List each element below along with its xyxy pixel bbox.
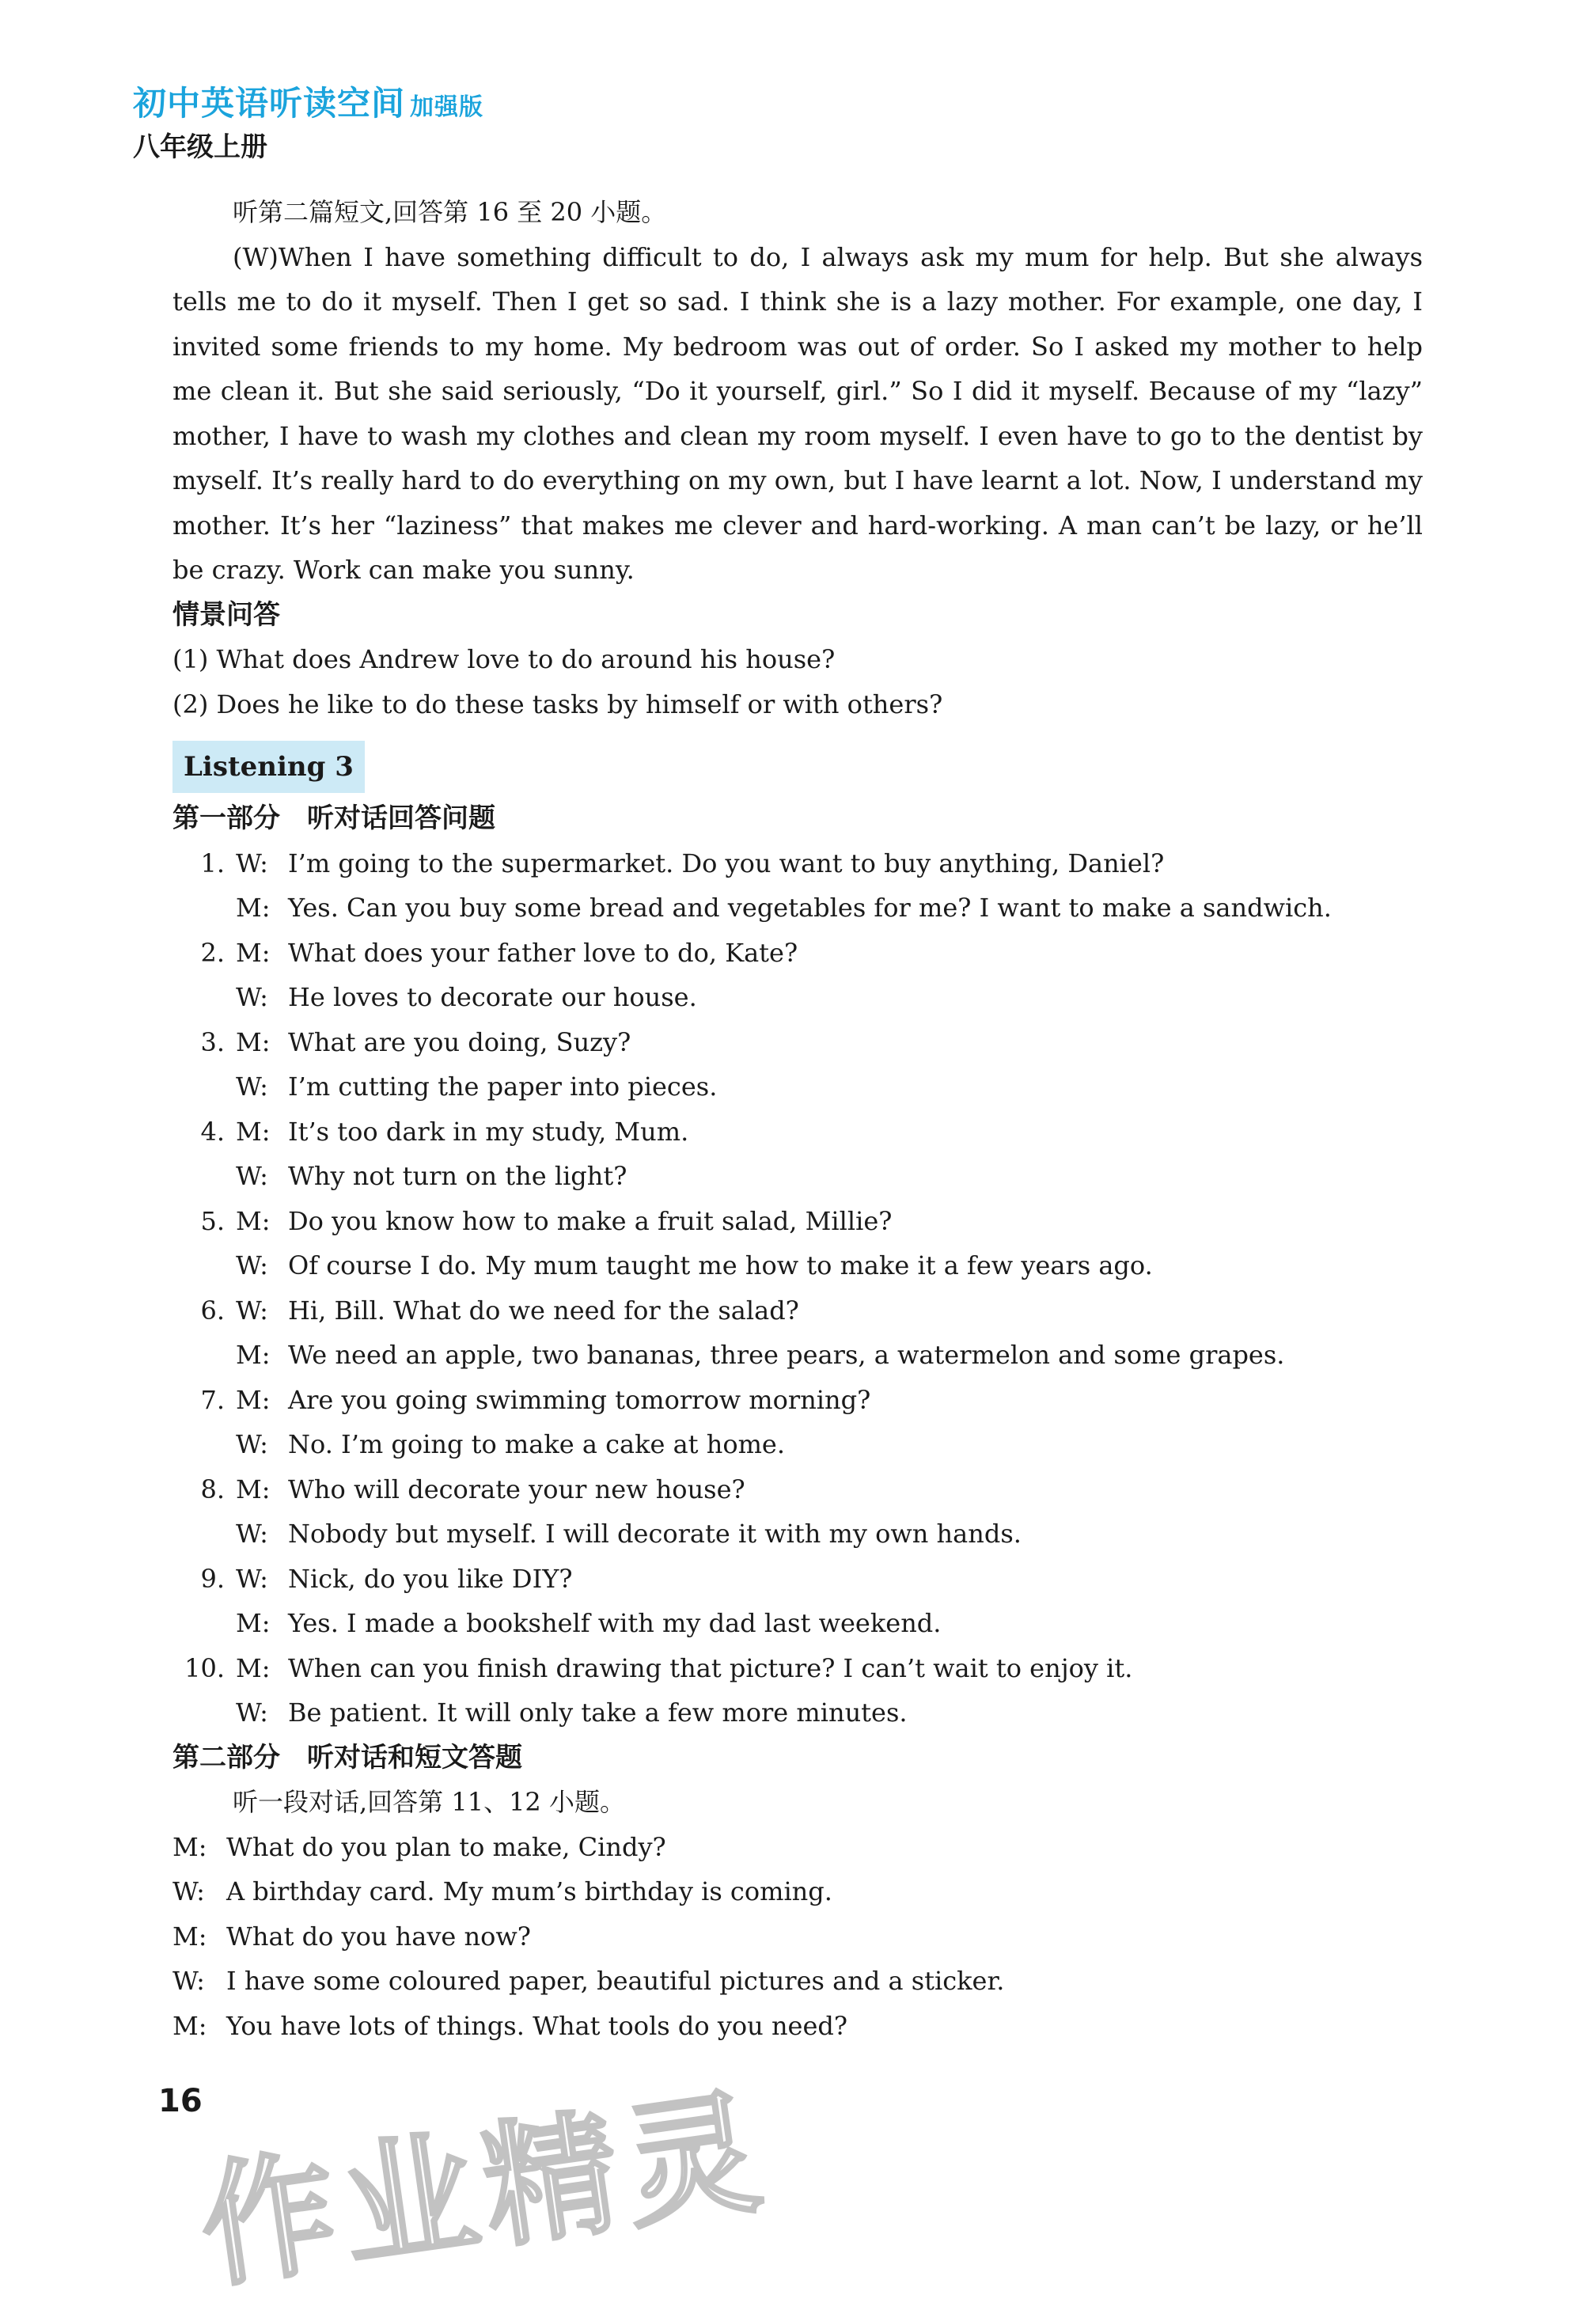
speaker-label: W:	[236, 1250, 268, 1280]
dialogue-text: Are you going swimming tomorrow morning?	[288, 1384, 871, 1415]
dialogue-text: When can you finish drawing that picture? I can’t wait to enjoy it.	[288, 1652, 1133, 1683]
dialogue-text: Do you know how to make a fruit salad, Millie?	[288, 1205, 893, 1236]
dialogue-line-a	[172, 931, 1423, 976]
dialogue-line-b	[172, 975, 1423, 1020]
conversation-line	[172, 1869, 1423, 1914]
dialogue-number: 1.	[200, 848, 225, 878]
speaker-label: M:	[236, 1384, 271, 1415]
dialogue-text: Be patient. It will only take a few more minutes.	[288, 1698, 908, 1728]
dialogue-line-b	[172, 1690, 1423, 1736]
speaker-label: M:	[236, 893, 271, 923]
speaker-label: W:	[236, 1519, 268, 1549]
passage2-text: (W)When I have something difficult to do, I always ask my mum for help. But she always tells me to do it myself. Then I get so sad. I think she is a lazy mother. For example, one day, I invited some friends to my home. My bedroom was out of order. So I asked my mother to help me clean it. But she said seriously, “Do it yourself, girl.” So I did it myself. Because of my “lazy” mother, I have to wash my clothes and clean my room myself. I even have to go to the dentist by myself. It’s really hard to do everything on my own, but I have learnt a lot. Now, I understand my mother. It’s her “laziness” that makes me clever and hard-working. A man can’t be lazy, or he’ll be crazy. Work can make you sunny.	[172, 241, 1423, 585]
dialogue-text: Why not turn on the light?	[288, 1161, 627, 1191]
page-number: 16	[158, 2083, 203, 2119]
dialogue-number: 4.	[200, 1116, 225, 1147]
conversation-list	[172, 1825, 1423, 2049]
dialogue-line-a	[172, 1378, 1423, 1423]
dialogue-text: We need an apple, two bananas, three pears, a watermelon and some grapes.	[288, 1340, 1285, 1370]
conversation-text: What do you have now?	[226, 1921, 531, 1952]
speaker-label: M:	[172, 2010, 207, 2041]
speaker-label: M:	[236, 1205, 271, 1236]
dialogue-text: What does your father love to do, Kate?	[288, 937, 798, 968]
dialogue-text: Nobody but myself. I will decorate it with my own hands.	[288, 1519, 1022, 1549]
conversation-text: You have lots of things. What tools do you need?	[226, 2010, 848, 2041]
dialogue-text: Hi, Bill. What do we need for the salad?	[288, 1295, 799, 1326]
speaker-label: M:	[236, 1116, 271, 1147]
dialogue-text: Yes. I made a bookshelf with my dad last weekend.	[288, 1608, 942, 1638]
dialogue-number: 7.	[200, 1384, 225, 1415]
dialogue-line-b	[172, 1333, 1423, 1378]
dialogue-text: I’m cutting the paper into pieces.	[288, 1072, 718, 1102]
speaker-label: W:	[236, 982, 268, 1012]
part2-heading: 第二部分 听对话和短文答题	[172, 1741, 522, 1773]
speaker-label: W:	[236, 1429, 268, 1459]
dialogue-text: What are you doing, Suzy?	[288, 1026, 631, 1057]
speaker-label: M:	[236, 1474, 271, 1504]
conversation-text: I have some coloured paper, beautiful pictures and a sticker.	[226, 1966, 1005, 1996]
dialogue-number: 2.	[200, 937, 225, 968]
dialogue-text: I’m going to the supermarket. Do you want to buy anything, Daniel?	[288, 848, 1165, 878]
speaker-label: M:	[172, 1921, 207, 1952]
dialogue-text: He loves to decorate our house.	[288, 982, 697, 1012]
dialogue-line-b	[172, 1064, 1423, 1110]
dialogue-number: 9.	[200, 1563, 225, 1594]
dialogue-number: 6.	[200, 1295, 225, 1326]
watermark-bottom: 作业精灵	[191, 2073, 778, 2308]
situational-heading: 情景问答	[172, 598, 280, 631]
speaker-label: W:	[236, 1161, 268, 1191]
dialogue-text: Nick, do you like DIY?	[288, 1563, 573, 1594]
dialogue-line-a	[172, 1557, 1423, 1602]
speaker-label: M:	[236, 1608, 271, 1638]
dialogue-line-b	[172, 1243, 1423, 1288]
dialogue-line-a	[172, 1110, 1423, 1155]
speaker-label: M:	[236, 1340, 271, 1370]
part1-heading: 第一部分 听对话回答问题	[172, 802, 495, 834]
dialogue-line-b	[172, 886, 1423, 931]
dialogue-number: 5.	[200, 1205, 225, 1236]
conversation-line	[172, 1959, 1423, 2004]
speaker-label: M:	[172, 1831, 207, 1862]
speaker-label: W:	[236, 1698, 268, 1728]
dialogue-text: Yes. Can you buy some bread and vegetables for me? I want to make a sandwich.	[288, 893, 1332, 923]
book-title-text: 初中英语听读空间	[133, 84, 406, 123]
dialogue-line-b	[172, 1154, 1423, 1199]
dialogue-line-a	[172, 1020, 1423, 1065]
dialogue-text: It’s too dark in my study, Mum.	[288, 1116, 689, 1147]
speaker-label: W:	[236, 848, 268, 878]
dialogue-line-a	[172, 1467, 1423, 1512]
dialogue-line-b	[172, 1422, 1423, 1467]
book-title	[133, 78, 483, 125]
listening-3-tag: Listening 3	[172, 741, 365, 793]
part2-intro: 听一段对话,回答第 11、12 小题。	[233, 1787, 625, 1817]
conversation-text: What do you plan to make, Cindy?	[226, 1831, 666, 1862]
grade-label: 八年级上册	[133, 131, 267, 163]
speaker-label: W:	[172, 1966, 205, 1996]
speaker-label: M:	[236, 1026, 271, 1057]
speaker-label: W:	[236, 1563, 268, 1594]
speaker-label: W:	[172, 1876, 205, 1906]
speaker-label: M:	[236, 1652, 271, 1683]
speaker-label: M:	[236, 937, 271, 968]
dialogue-text: Who will decorate your new house?	[288, 1474, 745, 1504]
dialogue-line-b	[172, 1601, 1423, 1646]
situational-question-2: (2) Does he like to do these tasks by himself or with others?	[172, 689, 943, 719]
dialogue-number: 8.	[200, 1474, 225, 1504]
situational-question-1: (1) What does Andrew love to do around his house?	[172, 644, 836, 674]
dialogue-text: Of course I do. My mum taught me how to make it a few years ago.	[288, 1250, 1153, 1280]
speaker-label: W:	[236, 1295, 268, 1326]
dialogue-line-a	[172, 1288, 1423, 1333]
conversation-line	[172, 2004, 1423, 2049]
conversation-text: A birthday card. My mum’s birthday is coming.	[226, 1876, 832, 1906]
dialogue-line-a	[172, 841, 1423, 886]
book-edition: 加强版	[410, 93, 484, 121]
dialogue-number: 10.	[184, 1652, 225, 1683]
speaker-label: W:	[236, 1072, 268, 1102]
dialogue-text: No. I’m going to make a cake at home.	[288, 1429, 786, 1459]
dialogue-line-a	[172, 1199, 1423, 1244]
dialogue-list	[172, 841, 1423, 1736]
passage2-intro: 听第二篇短文,回答第 16 至 20 小题。	[233, 197, 667, 227]
conversation-line	[172, 1825, 1423, 1870]
page-content	[172, 190, 1423, 2048]
conversation-line	[172, 1914, 1423, 1959]
dialogue-line-a	[172, 1646, 1423, 1691]
dialogue-number: 3.	[200, 1026, 225, 1057]
dialogue-line-b	[172, 1512, 1423, 1557]
